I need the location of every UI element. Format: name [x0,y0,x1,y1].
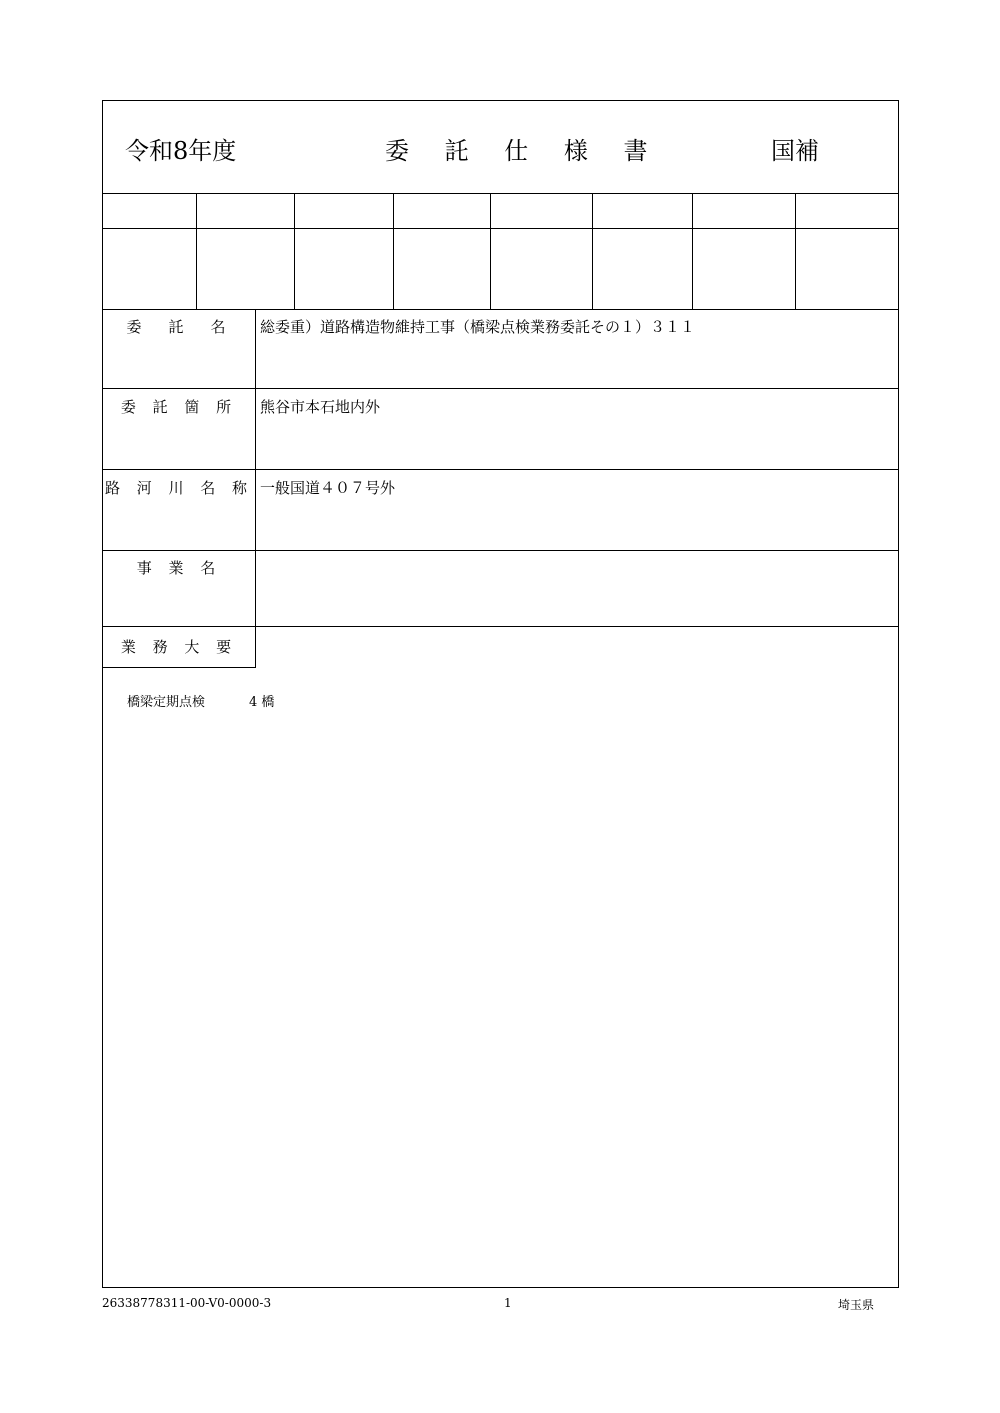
document-id: 26338778311-00-V0-0000-3 [102,1296,272,1310]
stamp-column-divider [393,193,394,309]
location-value: 熊谷市本石地内外 [260,398,381,416]
road-value: 一般国道４０７号外 [260,479,396,497]
name-label: 委 託 名 [126,318,232,336]
row-divider [103,626,898,627]
stamp-column-divider [592,193,593,309]
specification-form [102,100,899,1288]
outline-label: 業 務 大 要 [120,638,238,656]
name-value: 総委重）道路構造物維持工事（橋梁点検業務委託その１）３１１ [260,318,696,336]
fiscal-year: 令和8年度 [125,137,237,165]
stamp-column-divider [294,193,295,309]
page-number: 1 [504,1296,512,1310]
stamp-column-divider [795,193,796,309]
prefecture-name: 埼玉県 [838,1298,875,1312]
stamp-column-divider [490,193,491,309]
outline-label-box-bottom [103,667,256,668]
location-label: 委 託 箇 所 [120,398,238,416]
document-title: 委 託 仕 様 書 [385,137,662,165]
row-divider [103,228,898,229]
summary-item: 橋梁定期点検 [127,695,206,710]
row-divider [103,193,898,194]
road-label: 路 河 川 名 称 [104,479,254,497]
row-divider [103,550,898,551]
label-column-divider [255,309,256,668]
summary-count: 4 橋 [249,695,275,710]
subsidy-type: 国補 [771,137,819,165]
project-label: 事 業 名 [136,559,222,577]
row-divider [103,309,898,310]
stamp-column-divider [196,193,197,309]
row-divider [103,469,898,470]
row-divider [103,388,898,389]
stamp-column-divider [692,193,693,309]
